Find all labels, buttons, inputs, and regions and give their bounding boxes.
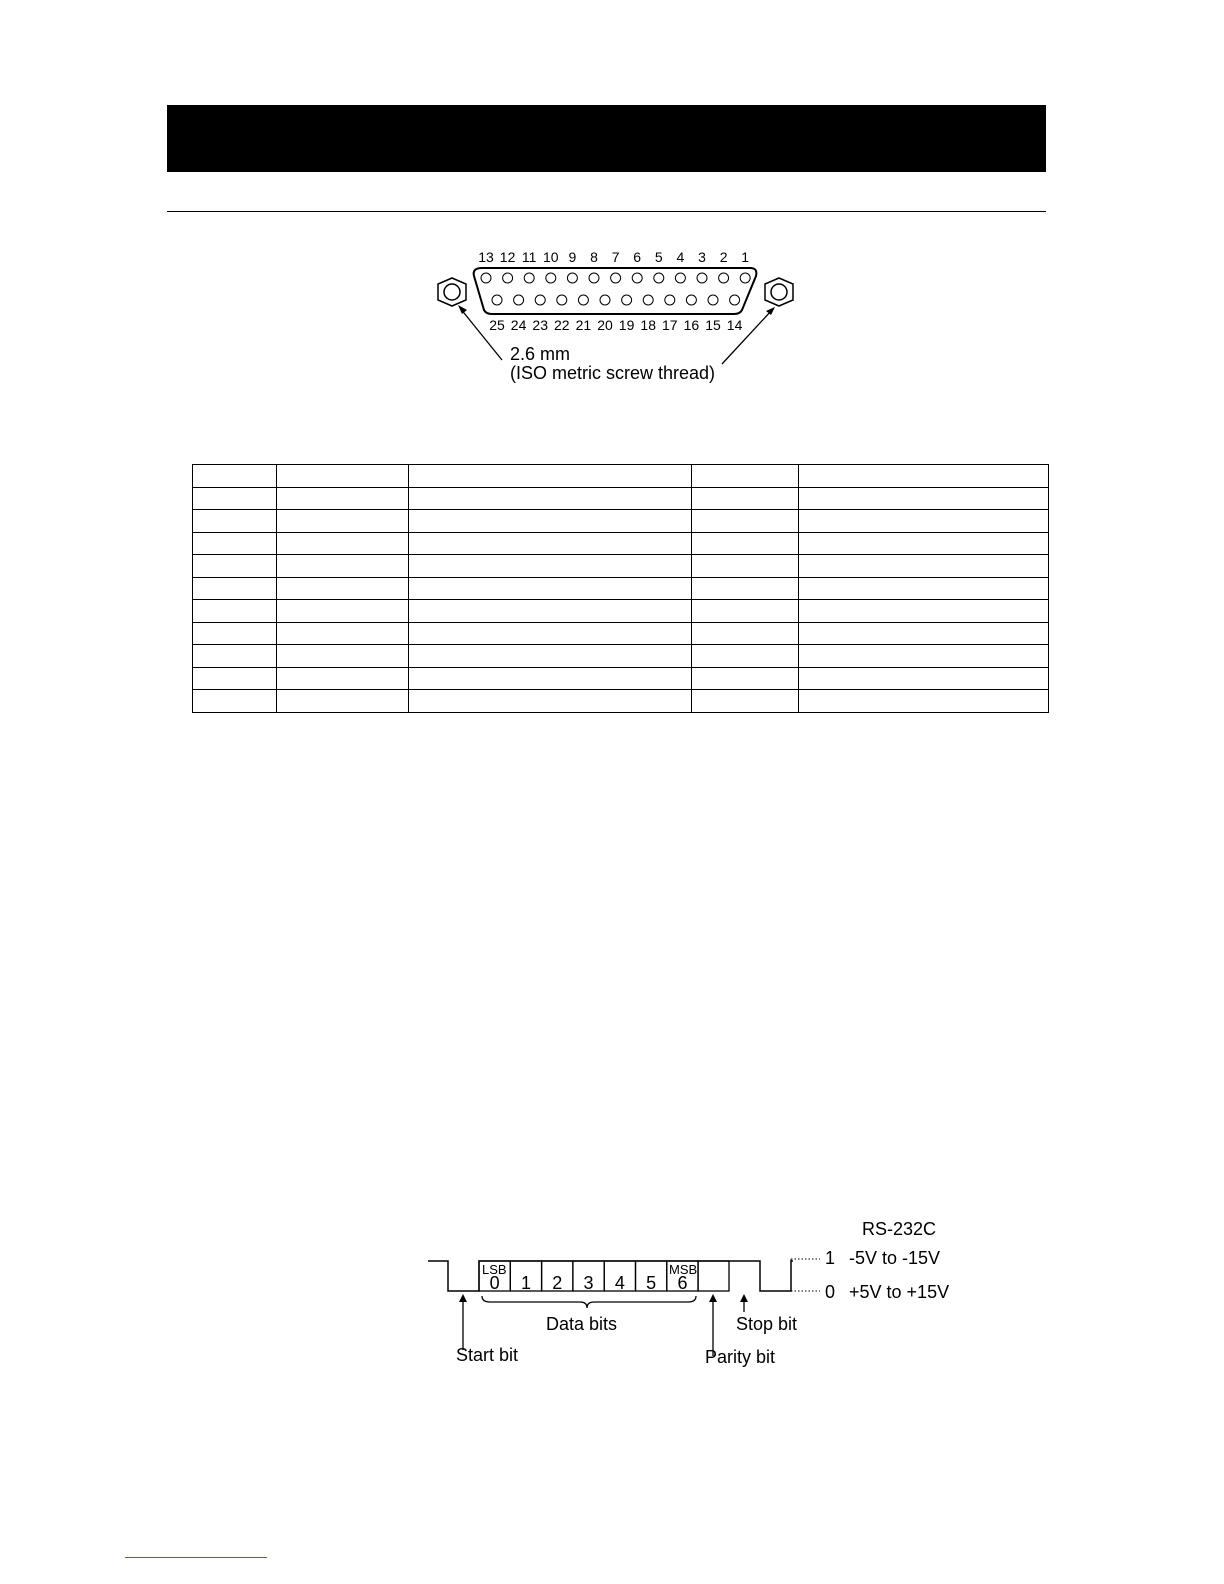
pin-hole [654, 273, 664, 283]
table-cell [409, 555, 692, 578]
section-title-bar [167, 105, 1046, 172]
dsub25-connector-diagram [420, 240, 810, 390]
msb-label: MSB [669, 1262, 698, 1277]
table-row [193, 645, 1049, 668]
table-row [193, 532, 1049, 555]
pin-number-label: 24 [510, 317, 527, 333]
table-cell [277, 667, 409, 690]
table-cell [409, 600, 692, 623]
table-cell [692, 622, 799, 645]
pin-number-label: 20 [597, 317, 613, 333]
table-cell [799, 667, 1049, 690]
serial-timing-diagram [420, 1210, 980, 1380]
pin-hole [492, 295, 502, 305]
table-cell [799, 532, 1049, 555]
pin-hole [643, 295, 653, 305]
pin-number-label: 21 [575, 317, 592, 333]
table-cell [692, 645, 799, 668]
table-cell [692, 690, 799, 713]
table-cell [692, 600, 799, 623]
table-cell [799, 555, 1049, 578]
start-bit-label: Start bit [456, 1345, 519, 1365]
lsb-label: LSB [482, 1262, 507, 1277]
pin-hole [719, 273, 729, 283]
left-arrowhead [458, 305, 467, 314]
parity-bit-label: Parity bit [705, 1347, 776, 1367]
stop-arrowhead [740, 1294, 748, 1302]
pin-number-label: 9 [568, 249, 577, 265]
table-cell [277, 690, 409, 713]
pin-hole [578, 295, 588, 305]
table-cell [799, 645, 1049, 668]
table-cell [409, 577, 692, 600]
table-row [193, 600, 1049, 623]
level-0-digit: 0 [825, 1282, 836, 1302]
table-cell [193, 510, 277, 533]
parity-bit-cell [698, 1261, 729, 1291]
table-cell [692, 577, 799, 600]
table-row [193, 667, 1049, 690]
pin-hole [730, 295, 740, 305]
left-screw-icon [438, 278, 466, 306]
table-cell [277, 510, 409, 533]
table-cell [692, 487, 799, 510]
pin-number-label: 5 [654, 249, 663, 265]
table-cell [277, 555, 409, 578]
table-cell [277, 465, 409, 488]
data-bits-brace [482, 1296, 696, 1308]
data-bits-label: Data bits [546, 1314, 618, 1334]
pin-number-label: 25 [489, 317, 505, 333]
screw-note-label: (ISO metric screw thread) [510, 363, 716, 383]
table-cell [692, 510, 799, 533]
table-row [193, 487, 1049, 510]
table-cell [692, 465, 799, 488]
table-cell [799, 600, 1049, 623]
table-cell [193, 667, 277, 690]
pin-hole [514, 295, 524, 305]
pin-number-label: 19 [618, 317, 635, 333]
pin-number-label: 22 [554, 317, 570, 333]
pin-hole [524, 273, 534, 283]
pin-number-label: 15 [705, 317, 721, 333]
screw-size-label: 2.6 mm [510, 344, 571, 364]
pin-hole [503, 273, 513, 283]
table-cell [277, 622, 409, 645]
pin-number-label: 11 [521, 249, 537, 265]
table-cell [193, 487, 277, 510]
connector-shell [474, 268, 757, 314]
table-row [193, 577, 1049, 600]
right-screw-icon [765, 278, 793, 306]
table-cell [277, 577, 409, 600]
pin-number-label: 10 [543, 249, 559, 265]
table-cell [799, 622, 1049, 645]
pin-hole [611, 273, 621, 283]
pin-number-label: 8 [590, 249, 598, 265]
standard-label: RS-232C [862, 1219, 937, 1239]
level-0-voltage: +5V to +15V [849, 1282, 950, 1302]
pin-hole [589, 273, 599, 283]
table-cell [193, 690, 277, 713]
table-cell [692, 667, 799, 690]
table-cell [193, 622, 277, 645]
section-divider [167, 211, 1046, 212]
table-cell [409, 645, 692, 668]
table-cell [409, 667, 692, 690]
data-bit-number: 2 [552, 1273, 563, 1293]
table-cell [193, 555, 277, 578]
table-cell [277, 532, 409, 555]
table-cell [193, 532, 277, 555]
level-1-digit: 1 [825, 1248, 836, 1268]
table-cell [799, 690, 1049, 713]
pin-number-label: 3 [698, 249, 706, 265]
table-row [193, 555, 1049, 578]
pin-hole [567, 273, 577, 283]
data-bit-number: 3 [583, 1273, 594, 1293]
pin-hole [622, 295, 632, 305]
table-cell [409, 532, 692, 555]
table-cell [409, 622, 692, 645]
table-row [193, 690, 1049, 713]
data-bit-number: 6 [677, 1273, 688, 1293]
data-bit-number: 0 [489, 1273, 500, 1293]
pin-hole [632, 273, 642, 283]
pin-number-label: 13 [478, 249, 494, 265]
data-bit-number: 5 [646, 1273, 657, 1293]
pin-number-label: 2 [719, 249, 728, 265]
pin-number-label: 14 [726, 317, 743, 333]
left-screw-arrow [460, 308, 502, 360]
pin-number-label: 16 [683, 317, 700, 333]
parity-arrowhead [709, 1294, 717, 1302]
pin-hole [665, 295, 675, 305]
table-row [193, 622, 1049, 645]
table-cell [692, 532, 799, 555]
table-cell [692, 555, 799, 578]
start-arrowhead [459, 1294, 467, 1302]
table-cell [193, 645, 277, 668]
pin-hole [546, 273, 556, 283]
level-1-voltage: -5V to -15V [849, 1248, 941, 1268]
data-bit-number: 4 [614, 1273, 625, 1293]
pin-number-label: 12 [499, 249, 516, 265]
table-cell [277, 645, 409, 668]
table-cell [409, 487, 692, 510]
table-row [193, 465, 1049, 488]
pin-hole [675, 273, 685, 283]
pin-assignment-table [192, 464, 1049, 713]
table-cell [277, 600, 409, 623]
table-cell [409, 465, 692, 488]
pin-hole [697, 273, 707, 283]
table-cell [799, 487, 1049, 510]
data-bit-number: 1 [520, 1273, 531, 1293]
pin-hole [708, 295, 718, 305]
pin-number-label: 4 [676, 249, 685, 265]
pin-hole [600, 295, 610, 305]
pin-number-label: 17 [662, 317, 678, 333]
table-cell [799, 465, 1049, 488]
pin-number-label: 6 [633, 249, 642, 265]
pin-number-label: 1 [741, 249, 750, 265]
pin-number-label: 23 [532, 317, 548, 333]
table-cell [193, 600, 277, 623]
table-cell [193, 577, 277, 600]
table-cell [409, 690, 692, 713]
pin-hole [535, 295, 545, 305]
footer-link-underline[interactable] [125, 1557, 267, 1558]
pin-hole [481, 273, 491, 283]
stop-bit-label: Stop bit [736, 1314, 798, 1334]
pin-hole [740, 273, 750, 283]
pin-number-label: 7 [611, 249, 620, 265]
right-arrowhead [766, 307, 775, 315]
table-cell [277, 487, 409, 510]
table-cell [799, 510, 1049, 533]
table-cell [409, 510, 692, 533]
table-row [193, 510, 1049, 533]
pin-number-label: 18 [640, 317, 656, 333]
table-cell [193, 465, 277, 488]
pin-hole [686, 295, 696, 305]
table-cell [799, 577, 1049, 600]
pin-hole [557, 295, 567, 305]
